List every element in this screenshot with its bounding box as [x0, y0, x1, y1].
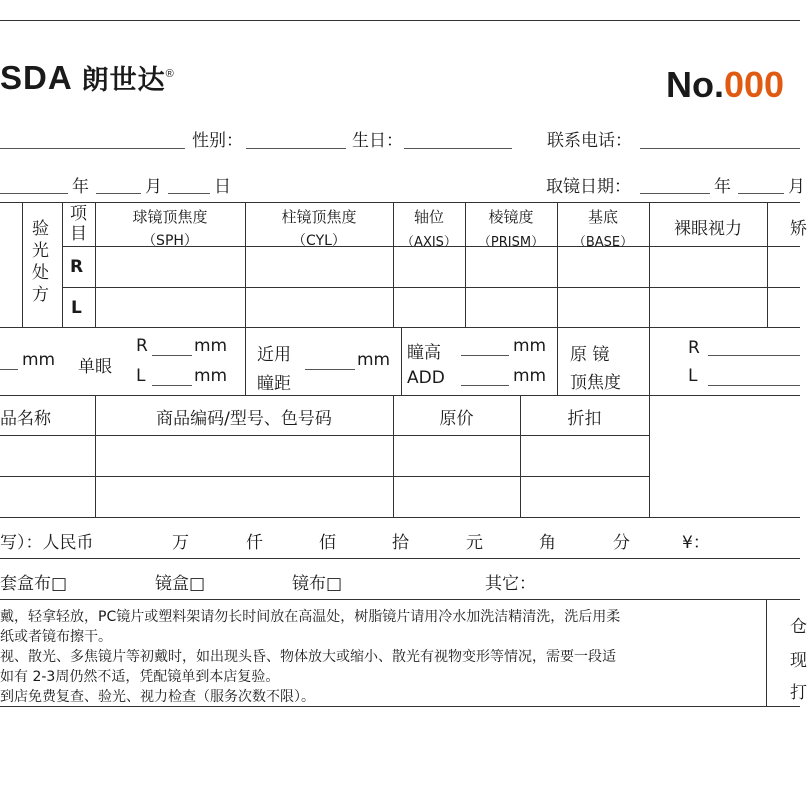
rx-label-char: 处	[32, 263, 49, 283]
near-pd-label: 瞳距	[257, 374, 291, 394]
item-label	[70, 204, 90, 244]
naked-vision-header: 裸眼视力	[674, 219, 742, 239]
unit-fen: 分	[613, 533, 630, 553]
serial-label: No.	[666, 64, 724, 105]
base-header-en: （BASE）	[572, 235, 634, 250]
total-bottom-line	[0, 558, 800, 559]
side-char: 仓	[790, 617, 807, 637]
year-field-line	[0, 193, 68, 194]
note-line: 纸或者镜布擦干。	[0, 629, 112, 645]
day-label: 日	[214, 177, 231, 197]
goods-vline	[649, 395, 650, 517]
brand-logo	[0, 58, 175, 97]
serial-value: 000	[724, 64, 785, 105]
add-mm: mm	[513, 366, 547, 386]
side-char: 打	[790, 683, 807, 703]
serial-number	[666, 64, 784, 106]
item-label-char: 项	[70, 204, 87, 224]
measure-vline	[401, 327, 402, 395]
measure-vline	[245, 327, 246, 395]
cyl-header: 柱镜顶焦度	[281, 208, 357, 226]
pickup-year-label: 年	[714, 177, 731, 197]
mono-l-label: L	[136, 366, 146, 386]
top-border	[0, 20, 800, 21]
goods-bottom-line	[0, 517, 800, 518]
extras-bottom-line	[0, 599, 800, 600]
orig-label-2: 顶焦度	[570, 373, 621, 393]
add-label: ADD	[407, 368, 445, 388]
row-l-label: L	[71, 298, 82, 318]
item-label-char: 目	[70, 224, 87, 244]
registered-mark: ®	[165, 68, 175, 80]
pd-mm-label: mm	[22, 350, 56, 370]
yen-label: ¥：	[682, 533, 710, 553]
notes-vline	[766, 599, 767, 706]
orig-r-label: R	[688, 338, 700, 358]
year-label: 年	[72, 177, 89, 197]
extra-cloth: 镜布□	[292, 574, 343, 594]
note-line: 如有 2-3周仍然不适，凭配镜单到本店复验。	[0, 669, 280, 685]
near-pd-line	[305, 369, 355, 370]
orig-l-label: L	[688, 366, 698, 386]
unit-yuan: 元	[466, 533, 483, 553]
goods-top-line	[0, 395, 800, 396]
prism-header-en: （PRISM）	[477, 235, 545, 250]
brand-cn: 朗世达	[81, 65, 166, 95]
note-line: 戴，轻拿轻放，PC镜片或塑料架请勿长时间放在高温处，树脂镜片请用冷水加洗洁精清洗，洗后用柔	[0, 609, 621, 625]
near-mm: mm	[357, 350, 391, 370]
unit-jiao: 角	[539, 533, 556, 553]
goods-discount-header: 折扣	[567, 409, 602, 429]
measure-vline	[649, 327, 650, 395]
gender-field-line	[246, 148, 346, 149]
pd-field-line	[0, 369, 18, 370]
day-field-line	[168, 193, 210, 194]
corrected-vision-header: 矫	[790, 219, 807, 239]
goods-code-header: 商品编码/型号、色号码	[156, 409, 332, 429]
extra-set: 套盒布□	[0, 574, 68, 594]
unit-bai: 佰	[319, 533, 336, 553]
rx-vline	[22, 202, 23, 327]
mono-r-mm: mm	[194, 336, 228, 356]
extra-other: 其它：	[485, 574, 536, 594]
sph-header: 球镜顶焦度	[132, 208, 208, 226]
goods-row-line	[0, 476, 649, 477]
height-label: 瞳高	[407, 343, 441, 363]
name-field-line	[0, 148, 185, 149]
month-label: 月	[145, 177, 162, 197]
goods-row-line	[0, 435, 649, 436]
orig-l-line	[708, 385, 800, 386]
axis-header: 轴位	[413, 208, 444, 226]
height-mm: mm	[513, 336, 547, 356]
extra-case: 镜盒□	[155, 574, 206, 594]
mono-r-label: R	[136, 336, 148, 356]
birthday-field-line	[404, 148, 512, 149]
prism-header: 棱镜度	[488, 208, 534, 226]
base-header: 基底	[587, 208, 618, 226]
unit-qian: 仟	[246, 533, 263, 553]
pickup-label: 取镜日期：	[546, 177, 631, 197]
add-line	[461, 385, 509, 386]
orig-label-1: 原 镜	[570, 345, 610, 365]
rx-label-char: 验	[32, 219, 49, 239]
row-r-label: R	[70, 257, 84, 277]
mono-r-line	[152, 355, 192, 356]
unit-wan: 万	[172, 533, 189, 553]
rx-label	[32, 218, 52, 306]
rx-top-line	[0, 202, 800, 203]
mono-label: 单眼	[78, 357, 112, 377]
note-line: 到店免费复查、验光、视力检查（服务次数不限）。	[0, 689, 315, 705]
notes-bottom-line	[0, 706, 800, 707]
pickup-month-line	[738, 193, 784, 194]
rx-mid-line	[62, 287, 800, 288]
side-char: 现	[790, 651, 807, 671]
pickup-year-line	[640, 193, 710, 194]
near-label: 近用	[257, 345, 291, 365]
goods-name-header: 品名称	[0, 409, 51, 429]
phone-label: 联系电话：	[547, 131, 632, 151]
height-line	[461, 355, 509, 356]
pickup-month-label: 月	[788, 177, 805, 197]
mono-l-mm: mm	[194, 366, 228, 386]
total-label: 写）：人民币	[0, 533, 94, 553]
measure-vline	[557, 327, 558, 395]
goods-price-header: 原价	[439, 409, 474, 429]
phone-field-line	[640, 148, 800, 149]
rx-vline	[62, 202, 63, 327]
rx-label-char: 光	[32, 241, 49, 261]
logo-text: SDA	[0, 59, 72, 96]
note-line: 视、散光、多焦镜片等初戴时，如出现头昏、物体放大或缩小、散光有视物变形等情况，需要一段适	[0, 649, 616, 665]
birthday-label: 生日：	[352, 131, 403, 151]
unit-shi: 拾	[392, 533, 409, 553]
rx-vline	[767, 202, 768, 327]
cyl-header-en: （CYL）	[292, 233, 346, 249]
month-field-line	[96, 193, 141, 194]
orig-r-line	[708, 355, 800, 356]
rx-label-char: 方	[32, 285, 49, 305]
axis-header-en: （AXIS）	[401, 235, 457, 250]
mono-l-line	[152, 385, 192, 386]
rx-bottom-line	[0, 327, 800, 328]
sph-header-en: （SPH）	[142, 233, 198, 249]
gender-label: 性别：	[192, 131, 243, 151]
